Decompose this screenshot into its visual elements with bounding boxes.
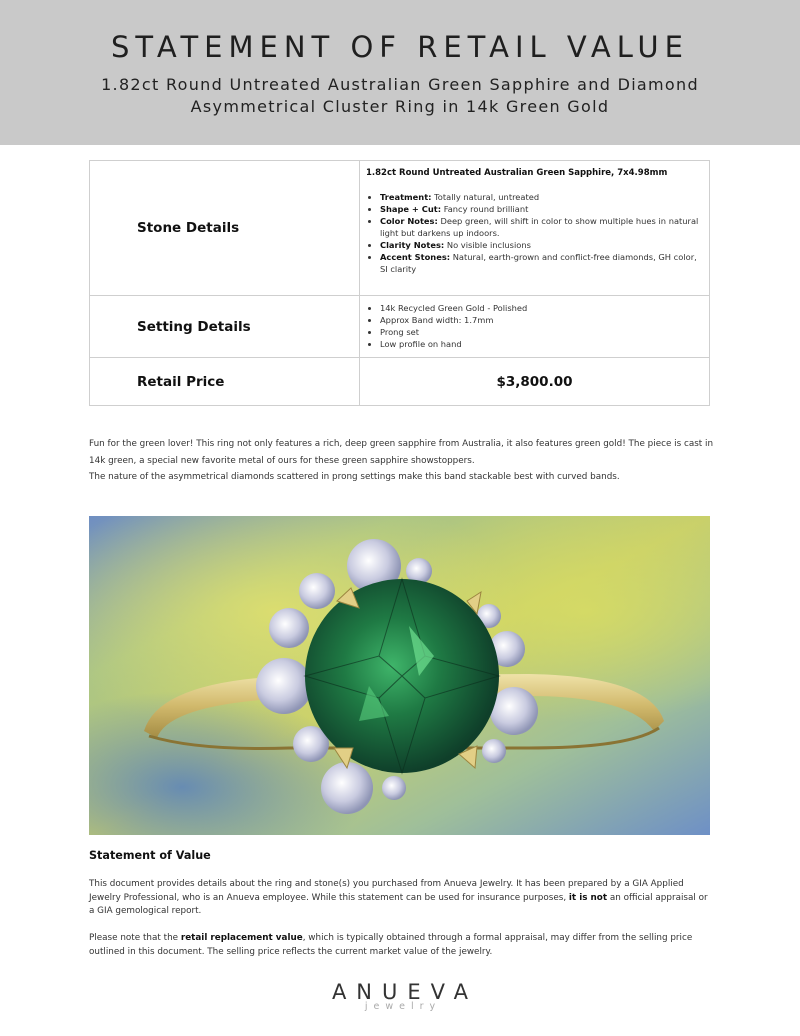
list-item: [380, 251, 705, 275]
stone-details-row: [90, 161, 709, 296]
item-value: Natural, earth-grown and conflict-free diamonds, GH color, SI clarity: [380, 252, 697, 274]
item-value: No visible inclusions: [446, 240, 531, 250]
header-banner: [0, 0, 800, 145]
setting-details-row: [90, 296, 709, 358]
list-item: [380, 215, 705, 239]
list-item: [380, 191, 705, 203]
setting-details-label: Setting Details: [137, 319, 251, 335]
stone-details-label: Stone Details: [137, 220, 240, 236]
details-table: [89, 160, 710, 406]
anueva-logo: [300, 980, 500, 1012]
text-span: an official appraisal or a GIA gemological report.: [89, 892, 708, 916]
item-key: Accent Stones:: [380, 252, 451, 262]
document-title: STATEMENT OF RETAIL VALUE: [111, 30, 689, 64]
stone-details-list: [366, 191, 705, 275]
statement-paragraph-2: [89, 932, 714, 959]
list-item: [380, 239, 705, 251]
emphasis-text: it is not: [568, 892, 608, 903]
retail-price-label: Retail Price: [137, 374, 225, 390]
list-item: • Low profile on hand: [380, 338, 705, 350]
product-description: [89, 436, 719, 486]
list-item: • Prong set: [380, 326, 705, 338]
description-line-1: Fun for the green lover! This ring not only features a rich, deep green sapphire from Australia, it also features green gold! The piece is cast in 14k green, a special new favorite metal of ours for these green sapphire showstoppers.: [89, 439, 714, 466]
list-item: [380, 203, 705, 215]
logo-brand: ANUEVA: [331, 980, 479, 1004]
text-span: , which is typically obtained through a formal appraisal, may differ from the selling price outlined in this document. The selling price reflects the current market value of the jewelry.: [89, 933, 693, 957]
list-item: • 14k Recycled Green Gold - Polished: [380, 302, 705, 314]
retail-price-label-cell: [90, 358, 360, 405]
text-span: Please note that the: [89, 933, 181, 943]
ring-illustration: [89, 516, 710, 835]
statement-paragraph-1: [89, 878, 714, 919]
ring-photo: [89, 516, 710, 835]
setting-details-label-cell: [90, 296, 360, 357]
retail-price-content: [360, 358, 709, 405]
item-value: Totally natural, untreated: [434, 192, 540, 202]
stone-heading: 1.82ct Round Untreated Australian Green Sapphire, 7x4.98mm: [366, 168, 668, 178]
item-key: Shape + Cut:: [380, 204, 442, 214]
statement-title: Statement of Value: [89, 849, 211, 862]
setting-details-content: [360, 296, 709, 357]
stone-details-label-cell: [90, 161, 360, 295]
item-value: Fancy round brilliant: [443, 204, 529, 214]
list-item: • Approx Band width: 1.7mm: [380, 314, 705, 326]
document-subtitle: 1.82ct Round Untreated Australian Green Sapphire and Diamond Asymmetrical Cluster Ring in 14k Green Gold: [101, 75, 699, 116]
item-key: Clarity Notes:: [380, 240, 445, 250]
item-value: Deep green, will shift in color to show multiple hues in natural light but darkens up indoors.: [380, 216, 699, 238]
description-line-2: The nature of the asymmetrical diamonds scattered in prong settings make this band stackable best with curved bands.: [89, 472, 620, 482]
item-key: Color Notes:: [380, 216, 438, 226]
retail-price-row: [90, 358, 709, 405]
emphasis-text: retail replacement value: [180, 933, 303, 943]
stone-details-content: [360, 161, 709, 295]
setting-details-list: [366, 302, 705, 350]
item-key: Treatment:: [380, 192, 432, 202]
text-span: This document provides details about the ring and stone(s) you purchased from Anueva Jewelry. It has been prepared by a GIA Applied Jewelry Professional, who is an Anueva employee. While this statement can be used for insurance purposes,: [89, 879, 684, 903]
retail-price-value: $3,800.00: [496, 374, 573, 390]
logo-tagline: jewelry: [364, 1001, 442, 1012]
